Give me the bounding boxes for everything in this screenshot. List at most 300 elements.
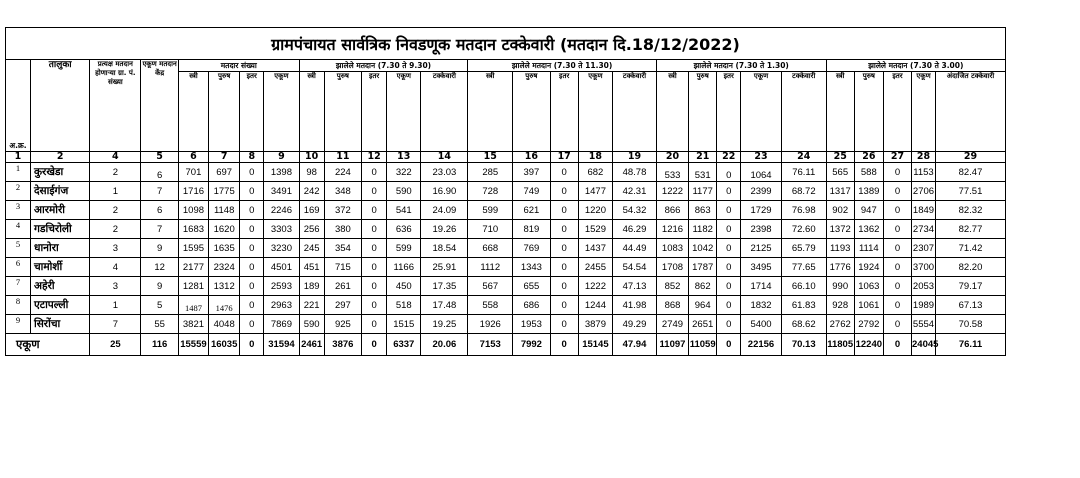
cell-d1: 1515 (387, 315, 421, 334)
total-a3: 11097 (656, 334, 688, 356)
turnout-table (5, 59, 1006, 356)
cell-centres: 9 (141, 239, 178, 258)
column-number: 12 (362, 152, 387, 163)
cell-c4: 0 (883, 201, 911, 220)
cell-e1: 24.09 (421, 201, 468, 220)
header-period3-total: एकूण (741, 72, 782, 152)
cell-e2: 54.32 (613, 201, 657, 220)
cell-vo: 0 (240, 315, 264, 334)
cell-b1: 715 (324, 258, 361, 277)
header-gp-count: प्रत्यक्ष मतदान होणाऱ्या ग्रा. पं. संख्या (90, 60, 141, 152)
cell-c1: 0 (362, 315, 387, 334)
cell-c4: 0 (883, 220, 911, 239)
cell-e3: 66.10 (781, 277, 826, 296)
header-period4-male: पुरुष (854, 72, 883, 152)
cell-vf: 1281 (178, 277, 208, 296)
cell-d2: 1220 (578, 201, 612, 220)
cell-a1: 221 (299, 296, 324, 315)
cell-centres: 7 (141, 182, 178, 201)
total-b4: 12240 (854, 334, 883, 356)
column-number: 23 (741, 152, 782, 163)
cell-b4: 1114 (854, 239, 883, 258)
cell-e2: 42.31 (613, 182, 657, 201)
cell-vm: 1635 (209, 239, 240, 258)
cell-a4: 1317 (826, 182, 854, 201)
header-row-groups (6, 60, 1006, 72)
total-e4: 76.11 (935, 334, 1005, 356)
cell-c1: 0 (362, 277, 387, 296)
cell-vf: 701 (178, 163, 208, 182)
header-period1-percent: टक्केवारी (421, 72, 468, 152)
cell-vo: 0 (240, 258, 264, 277)
cell-vf: 1683 (178, 220, 208, 239)
cell-c3: 0 (717, 239, 741, 258)
column-number: 8 (240, 152, 264, 163)
cell-b2: 1953 (513, 315, 550, 334)
cell-a4: 565 (826, 163, 854, 182)
cell-e1: 17.48 (421, 296, 468, 315)
cell-a2: 1926 (468, 315, 513, 334)
cell-d4: 3700 (912, 258, 936, 277)
cell-a4: 2762 (826, 315, 854, 334)
cell-a3: 868 (656, 296, 688, 315)
cell-d1: 1166 (387, 258, 421, 277)
cell-e1: 19.26 (421, 220, 468, 239)
cell-vt: 2963 (264, 296, 299, 315)
cell-a3: 852 (656, 277, 688, 296)
header-period3-female: स्त्री (656, 72, 688, 152)
cell-e4: 82.47 (935, 163, 1005, 182)
cell-d4: 1849 (912, 201, 936, 220)
total-vt: 31594 (264, 334, 299, 356)
cell-d4: 2734 (912, 220, 936, 239)
cell-e3: 76.11 (781, 163, 826, 182)
cell-e1: 17.35 (421, 277, 468, 296)
cell-b2: 1343 (513, 258, 550, 277)
cell-a2: 567 (468, 277, 513, 296)
cell-e4: 70.58 (935, 315, 1005, 334)
cell-c1: 0 (362, 239, 387, 258)
cell-vo: 0 (240, 163, 264, 182)
cell-gp: 1 (90, 296, 141, 315)
cell-c2: 0 (550, 182, 578, 201)
cell-a4: 928 (826, 296, 854, 315)
cell-b4: 947 (854, 201, 883, 220)
cell-a1: 245 (299, 239, 324, 258)
cell-d3: 2399 (741, 182, 782, 201)
cell-e2: 44.49 (613, 239, 657, 258)
cell-b3: 2651 (689, 315, 717, 334)
cell-b3: 1787 (689, 258, 717, 277)
cell-gp: 2 (90, 220, 141, 239)
cell-c4: 0 (883, 315, 911, 334)
cell-a1: 242 (299, 182, 324, 201)
cell-a3: 1222 (656, 182, 688, 201)
cell-b4: 1389 (854, 182, 883, 201)
cell-b1: 372 (324, 201, 361, 220)
row-taluka: धानोरा (30, 239, 89, 258)
cell-d3: 1729 (741, 201, 782, 220)
cell-a1: 590 (299, 315, 324, 334)
header-period2-group: झालेले मतदान (7.30 ते 11.30) (468, 60, 657, 72)
cell-e4: 79.17 (935, 277, 1005, 296)
cell-b3: 862 (689, 277, 717, 296)
column-number: 15 (468, 152, 513, 163)
header-period2-total: एकूण (578, 72, 612, 152)
cell-a4: 1372 (826, 220, 854, 239)
header-period3-percent: टक्केवारी (781, 72, 826, 152)
cell-vt: 3230 (264, 239, 299, 258)
table-row (6, 239, 1006, 258)
cell-c1: 0 (362, 220, 387, 239)
column-number: 26 (854, 152, 883, 163)
cell-gp: 2 (90, 201, 141, 220)
header-sr: अ.क्र. (6, 60, 31, 152)
cell-gp: 3 (90, 277, 141, 296)
cell-vf: 1595 (178, 239, 208, 258)
cell-e4: 67.13 (935, 296, 1005, 315)
table-row (6, 201, 1006, 220)
cell-b2: 686 (513, 296, 550, 315)
column-number: 21 (689, 152, 717, 163)
cell-b2: 621 (513, 201, 550, 220)
cell-b2: 819 (513, 220, 550, 239)
row-taluka: गडचिरोली (30, 220, 89, 239)
cell-e4: 82.32 (935, 201, 1005, 220)
total-d3: 22156 (741, 334, 782, 356)
cell-d3: 1714 (741, 277, 782, 296)
total-e3: 70.13 (781, 334, 826, 356)
cell-e2: 54.54 (613, 258, 657, 277)
total-d4: 24045 (912, 334, 936, 356)
column-number: 13 (387, 152, 421, 163)
header-period1-female: स्त्री (299, 72, 324, 152)
cell-b3: 531 (689, 163, 717, 182)
cell-e4: 77.51 (935, 182, 1005, 201)
cell-c3: 0 (717, 258, 741, 277)
cell-b4: 2792 (854, 315, 883, 334)
cell-b2: 749 (513, 182, 550, 201)
cell-a1: 169 (299, 201, 324, 220)
cell-vo: 0 (240, 220, 264, 239)
cell-e3: 68.62 (781, 315, 826, 334)
cell-b1: 354 (324, 239, 361, 258)
header-period4-group: झालेले मतदान (7.30 ते 3.00) (826, 60, 1005, 72)
cell-b2: 769 (513, 239, 550, 258)
cell-vf: 1716 (178, 182, 208, 201)
cell-c4: 0 (883, 296, 911, 315)
cell-centres: 7 (141, 220, 178, 239)
row-taluka: आरमोरी (30, 201, 89, 220)
column-number: 11 (324, 152, 361, 163)
header-period1-other: इतर (362, 72, 387, 152)
cell-d4: 2053 (912, 277, 936, 296)
cell-d3: 3495 (741, 258, 782, 277)
cell-c3: 0 (717, 277, 741, 296)
cell-b3: 1182 (689, 220, 717, 239)
column-number: 16 (513, 152, 550, 163)
total-d2: 15145 (578, 334, 612, 356)
cell-a4: 1776 (826, 258, 854, 277)
column-number: 7 (209, 152, 240, 163)
cell-vo: 0 (240, 182, 264, 201)
column-number: 9 (264, 152, 299, 163)
cell-d2: 2455 (578, 258, 612, 277)
cell-a4: 902 (826, 201, 854, 220)
row-serial: 3 (6, 201, 31, 220)
cell-d1: 541 (387, 201, 421, 220)
total-b1: 3876 (324, 334, 361, 356)
cell-c4: 0 (883, 182, 911, 201)
header-voters-male: पुरुष (209, 72, 240, 152)
cell-c4: 0 (883, 163, 911, 182)
cell-a2: 668 (468, 239, 513, 258)
cell-e3: 68.72 (781, 182, 826, 201)
row-taluka: अहेरी (30, 277, 89, 296)
report-title: ग्रामपंचायत सार्वत्रिक निवडणूक मतदान टक्केवारी (मतदान दि.18/12/2022) (5, 27, 1006, 59)
cell-b3: 863 (689, 201, 717, 220)
column-number: 20 (656, 152, 688, 163)
cell-vo: 0 (240, 201, 264, 220)
header-period2-male: पुरुष (513, 72, 550, 152)
cell-d3: 2125 (741, 239, 782, 258)
total-vm: 16035 (209, 334, 240, 356)
cell-e2: 46.29 (613, 220, 657, 239)
cell-centres: 6 (141, 163, 178, 182)
cell-d4: 2706 (912, 182, 936, 201)
cell-gp: 1 (90, 182, 141, 201)
row-taluka: चामोर्शी (30, 258, 89, 277)
total-vo: 0 (240, 334, 264, 356)
cell-d1: 590 (387, 182, 421, 201)
cell-e3: 77.65 (781, 258, 826, 277)
cell-e3: 72.60 (781, 220, 826, 239)
header-period1-total: एकूण (387, 72, 421, 152)
header-voters-group: मतदार संख्या (178, 60, 299, 72)
cell-d2: 1477 (578, 182, 612, 201)
cell-a3: 2749 (656, 315, 688, 334)
total-e2: 47.94 (613, 334, 657, 356)
cell-a4: 1193 (826, 239, 854, 258)
cell-c2: 0 (550, 315, 578, 334)
cell-d1: 450 (387, 277, 421, 296)
cell-d3: 2398 (741, 220, 782, 239)
cell-d4: 2307 (912, 239, 936, 258)
cell-vt: 2593 (264, 277, 299, 296)
row-serial: 5 (6, 239, 31, 258)
cell-vf: 1098 (178, 201, 208, 220)
cell-b1: 925 (324, 315, 361, 334)
cell-d3: 5400 (741, 315, 782, 334)
total-a1: 2461 (299, 334, 324, 356)
cell-c4: 0 (883, 239, 911, 258)
cell-e4: 71.42 (935, 239, 1005, 258)
cell-c3: 0 (717, 220, 741, 239)
cell-c4: 0 (883, 277, 911, 296)
total-vf: 15559 (178, 334, 208, 356)
cell-b4: 1362 (854, 220, 883, 239)
cell-c3: 0 (717, 163, 741, 182)
cell-a1: 451 (299, 258, 324, 277)
header-period2-female: स्त्री (468, 72, 513, 152)
row-taluka: कुरखेडा (30, 163, 89, 182)
row-serial: 8 (6, 296, 31, 315)
cell-d4: 1153 (912, 163, 936, 182)
cell-c2: 0 (550, 163, 578, 182)
total-c4: 0 (883, 334, 911, 356)
cell-a1: 189 (299, 277, 324, 296)
cell-centres: 9 (141, 277, 178, 296)
cell-a2: 728 (468, 182, 513, 201)
cell-b4: 1061 (854, 296, 883, 315)
cell-d2: 682 (578, 163, 612, 182)
cell-a1: 98 (299, 163, 324, 182)
cell-centres: 5 (141, 296, 178, 315)
cell-c2: 0 (550, 296, 578, 315)
cell-d2: 1222 (578, 277, 612, 296)
cell-c4: 0 (883, 258, 911, 277)
total-c1: 0 (362, 334, 387, 356)
cell-c1: 0 (362, 258, 387, 277)
cell-e2: 41.98 (613, 296, 657, 315)
cell-c3: 0 (717, 182, 741, 201)
cell-c1: 0 (362, 201, 387, 220)
cell-d3: 1832 (741, 296, 782, 315)
total-row (6, 334, 1006, 356)
header-period2-other: इतर (550, 72, 578, 152)
table-row (6, 220, 1006, 239)
cell-e1: 18.54 (421, 239, 468, 258)
total-label: एकूण (6, 334, 90, 356)
cell-a3: 1083 (656, 239, 688, 258)
cell-vm: 2324 (209, 258, 240, 277)
header-row-column-numbers (6, 152, 1006, 163)
cell-d2: 1244 (578, 296, 612, 315)
column-number: 6 (178, 152, 208, 163)
table-row (6, 277, 1006, 296)
column-number: 14 (421, 152, 468, 163)
cell-gp: 4 (90, 258, 141, 277)
cell-d1: 518 (387, 296, 421, 315)
cell-gp: 7 (90, 315, 141, 334)
table-row (6, 163, 1006, 182)
table-row (6, 315, 1006, 334)
cell-c3: 0 (717, 315, 741, 334)
cell-e3: 61.83 (781, 296, 826, 315)
column-number: 19 (613, 152, 657, 163)
cell-b3: 1042 (689, 239, 717, 258)
table-row (6, 258, 1006, 277)
total-a2: 7153 (468, 334, 513, 356)
cell-b1: 380 (324, 220, 361, 239)
cell-vm: 1476 (209, 296, 240, 315)
cell-vt: 3491 (264, 182, 299, 201)
report-sheet (5, 27, 1006, 409)
column-number: 5 (141, 152, 178, 163)
column-number: 29 (935, 152, 1005, 163)
cell-d2: 1529 (578, 220, 612, 239)
cell-e1: 16.90 (421, 182, 468, 201)
header-period1-group: झालेले मतदान (7.30 ते 9.30) (299, 60, 468, 72)
column-number: 25 (826, 152, 854, 163)
cell-b1: 348 (324, 182, 361, 201)
cell-b1: 224 (324, 163, 361, 182)
cell-vm: 1312 (209, 277, 240, 296)
cell-vo: 0 (240, 296, 264, 315)
cell-b1: 261 (324, 277, 361, 296)
cell-b3: 1177 (689, 182, 717, 201)
header-period4-female: स्त्री (826, 72, 854, 152)
cell-c1: 0 (362, 163, 387, 182)
cell-b2: 397 (513, 163, 550, 182)
cell-e1: 23.03 (421, 163, 468, 182)
cell-a2: 1112 (468, 258, 513, 277)
header-period3-group: झालेले मतदान (7.30 ते 1.30) (656, 60, 826, 72)
total-e1: 20.06 (421, 334, 468, 356)
column-number: 10 (299, 152, 324, 163)
total-b3: 11059 (689, 334, 717, 356)
column-number: 17 (550, 152, 578, 163)
cell-vm: 1775 (209, 182, 240, 201)
cell-vm: 4048 (209, 315, 240, 334)
cell-vt: 7869 (264, 315, 299, 334)
cell-c3: 0 (717, 296, 741, 315)
cell-a2: 599 (468, 201, 513, 220)
cell-a1: 256 (299, 220, 324, 239)
cell-a4: 990 (826, 277, 854, 296)
cell-c2: 0 (550, 239, 578, 258)
header-voters-female: स्त्री (178, 72, 208, 152)
column-number: 27 (883, 152, 911, 163)
cell-e1: 19.25 (421, 315, 468, 334)
cell-a2: 558 (468, 296, 513, 315)
cell-b1: 297 (324, 296, 361, 315)
cell-a3: 1708 (656, 258, 688, 277)
header-voters-other: इतर (240, 72, 264, 152)
row-serial: 9 (6, 315, 31, 334)
row-taluka: देसाईगंज (30, 182, 89, 201)
total-centres: 116 (141, 334, 178, 356)
row-serial: 1 (6, 163, 31, 182)
row-serial: 2 (6, 182, 31, 201)
header-period2-percent: टक्केवारी (613, 72, 657, 152)
row-serial: 4 (6, 220, 31, 239)
cell-d4: 1989 (912, 296, 936, 315)
cell-b4: 1924 (854, 258, 883, 277)
cell-e1: 25.91 (421, 258, 468, 277)
cell-vm: 1148 (209, 201, 240, 220)
cell-d1: 599 (387, 239, 421, 258)
cell-b2: 655 (513, 277, 550, 296)
cell-b4: 588 (854, 163, 883, 182)
column-number: 22 (717, 152, 741, 163)
column-number: 4 (90, 152, 141, 163)
cell-vf: 1487 (178, 296, 208, 315)
header-voters-total: एकूण (264, 72, 299, 152)
row-taluka: सिरोंचा (30, 315, 89, 334)
cell-centres: 6 (141, 201, 178, 220)
cell-c1: 0 (362, 296, 387, 315)
cell-c2: 0 (550, 277, 578, 296)
cell-d1: 636 (387, 220, 421, 239)
column-number: 1 (6, 152, 31, 163)
cell-vt: 3303 (264, 220, 299, 239)
cell-e4: 82.20 (935, 258, 1005, 277)
row-serial: 7 (6, 277, 31, 296)
total-c2: 0 (550, 334, 578, 356)
header-centres: एकूण मतदान केंद्र (141, 60, 178, 152)
cell-gp: 2 (90, 163, 141, 182)
